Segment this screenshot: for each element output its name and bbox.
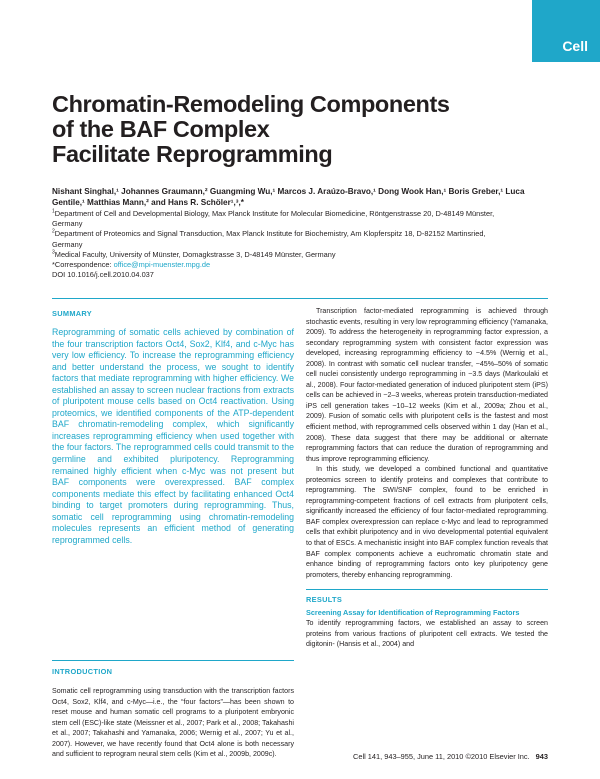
summary-heading: SUMMARY — [52, 309, 93, 318]
introduction-text: Somatic cell reprogramming using transduction with the transcription factors Oct4, Sox2, Klf4, and c-Myc—i.e., the “four factors”—has been shown to reset mouse and human somatic cell programs to a pluripotent embryonic stem cell (ESC)-like state (Meissner et al., 2007; Park et al., 2008; Takahashi et al., 2007; Takahashi and Yamanaka, 2006; Wernig et al., 2007; Yu et al., 2007). However, we have recently found that Oct4 alone is both necessary and sufficient to reprogram neural stem cells (Kim et al., 2009b, 2009c). — [52, 687, 294, 759]
title-line-3: Facilitate Reprogramming — [52, 141, 333, 167]
title-line-1: Chromatin-Remodeling Components — [52, 91, 450, 117]
affiliation-1-country: Germany — [52, 219, 83, 229]
footer-citation: Cell 141, 943–955, June 11, 2010 ©2010 Elsevier Inc. — [353, 752, 530, 761]
journal-brand-bar — [532, 0, 600, 62]
affiliation-2: $^2$Department of Proteomics and Signal Transduction, Max Planck Institute for Biochemistry, Am Klopferspitz 18, D-82152 Martinsried, — [52, 228, 486, 239]
correspondence-email-link[interactable]: office@mpi-muenster.mpg.de — [113, 260, 211, 270]
article-title — [52, 92, 522, 167]
title-line-2: of the BAF Complex — [52, 116, 270, 142]
doi: DOI 10.1016/j.cell.2010.04.037 — [52, 270, 154, 280]
results-subheading: Screening Assay for Identification of Reprogramming Factors — [306, 608, 520, 618]
results-heading: RESULTS — [306, 595, 343, 605]
results-text: To identify reprogramming factors, we established an assay to screen proteins from various fractions of pluripotent cell extracts. We tested the digitonin- (Hansis et al., 2004) and — [306, 619, 548, 649]
author-list: Nishant Singhal,¹ Johannes Graumann,² Guangming Wu,¹ Marcos J. Araúzo-Bravo,¹ Dong Wook Han,¹ Boris Greber,¹ Luca Gentile,¹ Matthias Mann,² and Hans R. Schöler¹,³,* — [52, 187, 525, 207]
intro-paragraph-2: Transcription factor-mediated reprogramming is achieved through stochastic events, resulting in very low reprogramming efficiency (Yamanaka, 2009). To address the heterogeneity in reprogramming factor expression, a secondary reprogramming system with consistent factor expression was developed, increasing reprogramming efficiency to ~4.5% (Wernig et al., 2008). In contrast with somatic cell nuclear transfer, ~45%–50% of somatic cell nuclei consistently undergo reprogramming in ~3.5 days (Markoulaki et al., 2008). Four factor-mediated generation of induced pluripotent stem (iPS) cells can be achieved in ~2–3 weeks, whereas protein transduction-mediated iPS cell generation takes ~10–12 weeks (Kim et al., 2009a; Zhou et al., 2009). Fusion of somatic cells with pluripotent cells is the fastest and most efficient method, with reprogrammed cells observed within 1 day (Han et al., 2008). These data suggest that there may be additional or alternate reprogramming factors that can reduce the duration of reprogramming and thus improve reprogramming efficiency. — [306, 307, 548, 463]
intro-paragraph-3: In this study, we developed a combined functional and quantitative proteomics screen to identify proteins and complexes that contribute to reprogramming. The SWI/SNF complex, found to be enriched in reprogramming-competent fractions of cell extracts from pluripotent cells, significantly increased the efficiency of four factor-mediated reprogramming. BAF complex overexpression can replace c-Myc and lead to reprogrammed cells that exhibit pluripotency and in vivo developmental potential equivalent to that of ESCs. A mechanistic insight into BAF complex function reveals that BAF complex components achieve a euchromatic chromatin state and enhance binding of reprogramming factors onto key pluripotency gene promoters, thereby enhancing reprogramming. — [306, 465, 548, 579]
header-divider — [52, 298, 548, 299]
right-column — [306, 302, 548, 650]
cell-logo: Cell — [562, 38, 588, 54]
introduction-heading: INTRODUCTION — [52, 667, 113, 676]
results-divider — [306, 589, 548, 590]
introduction-divider — [52, 660, 294, 661]
page-number: 943 — [535, 752, 548, 761]
left-column — [52, 302, 294, 546]
affiliation-2-country: Germany — [52, 239, 83, 249]
correspondence: *Correspondence: office@mpi-muenster.mpg.de — [52, 260, 211, 270]
front-matter — [52, 186, 552, 280]
affiliation-1: $^1$Department of Cell and Developmental Biology, Max Planck Institute for Molecular Biomedicine, Röntgenstrasse 20, D-48149 Münster, — [52, 208, 495, 218]
affiliation-3: $^3$Medical Faculty, University of Münster, Domagkstrasse 3, D-48149 Münster, Germany — [52, 249, 336, 259]
introduction-section — [52, 660, 294, 760]
summary-text: Reprogramming of somatic cells achieved by combination of the four transcription factors Oct4, Sox2, Klf4, and c-Myc has very low efficiency. To increase the reprogramming efficiency and better understand the process, we sought to identify factors that mediate reprogramming with higher efficiency. We established an assay to screen nuclear fractions from extracts of pluripotent mouse cells based on Oct4 reactivation. Using proteomics, we identified components of the ATP-dependent BAF chromatin-remodeling complex, which significantly increases reprogramming efficiency when used together with the four factors. The reprogrammed cells could transmit to the germline and exhibited pluripotency. Reprogramming remained highly efficient when c-Myc was not present but BAF components were overexpressed. BAF complex components mediate this effect by facilitating enhanced Oct4 binding to target promoters during reprogramming. Thus, somatic cell reprogramming using chromatin-remodeling molecules represents an efficient method of generating reprogrammed cells. — [52, 327, 294, 545]
body-text-right — [306, 306, 548, 580]
page-footer — [330, 752, 548, 761]
